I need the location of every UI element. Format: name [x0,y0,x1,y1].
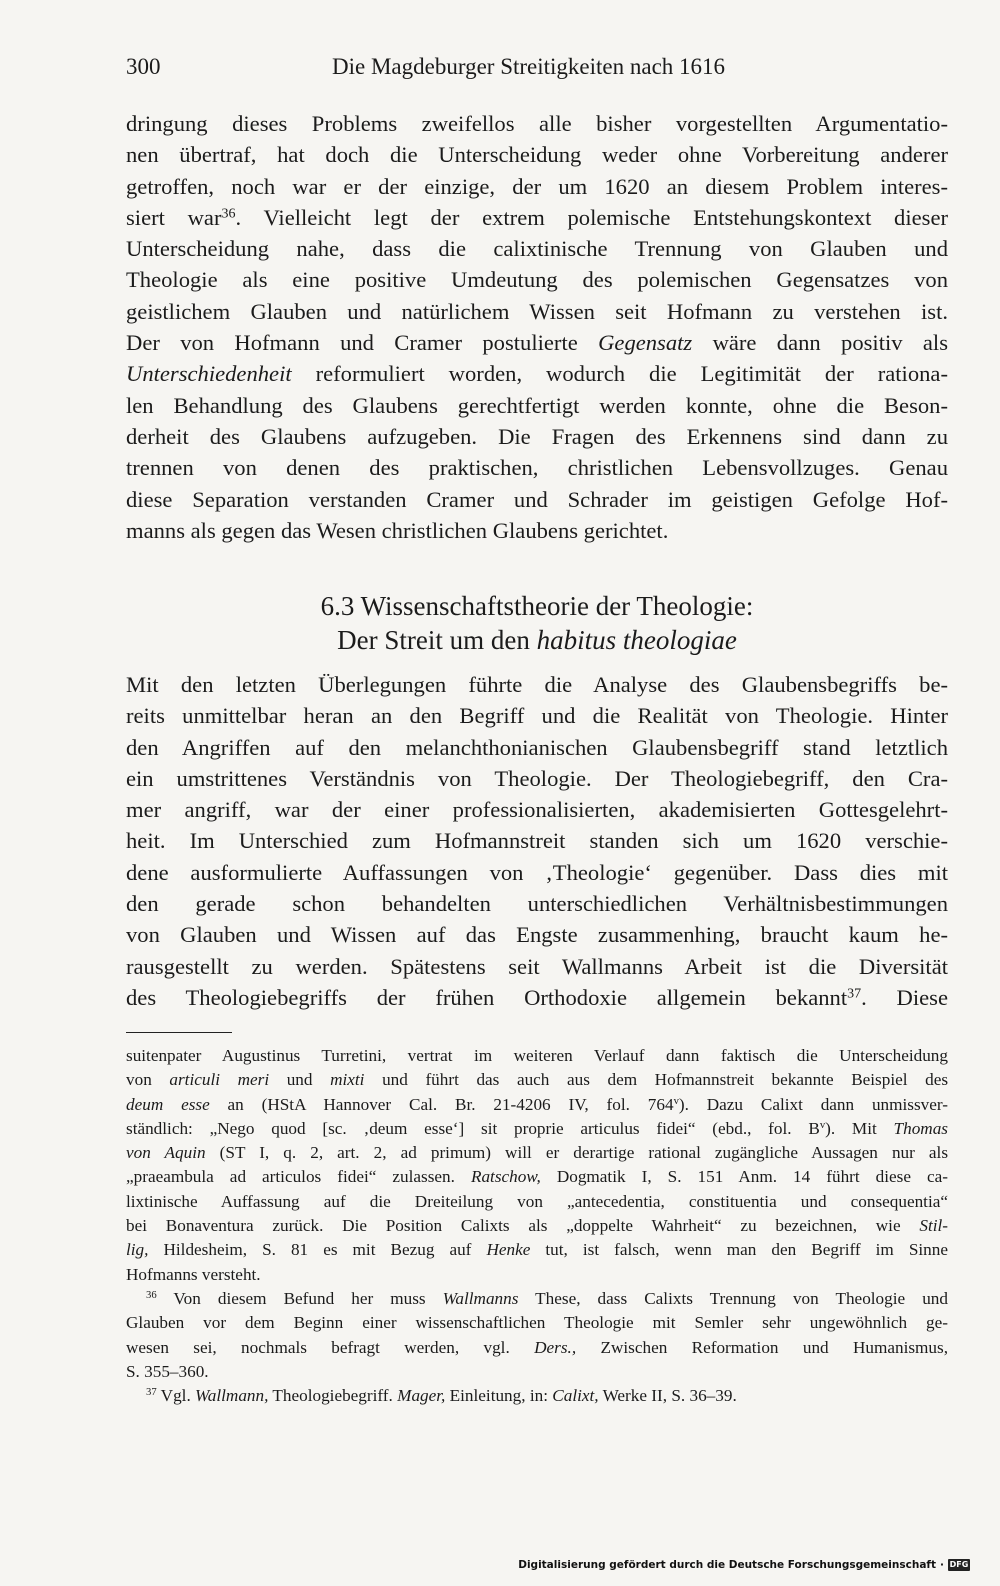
digitization-credit: Digitalisierung gefördert durch die Deutsche Forschungsgemeinschaft · DFG [518,1556,970,1574]
footnote-line: wesen sei, nochmals befragt werden, vgl. Ders., Zwischen Reformation und Humanismus, [126,1337,948,1357]
footnote-line: von Aquin (ST I, q. 2, art. 2, ad primum) will er derartige rational zugängliche Aussagen nur als [126,1143,949,1163]
text-line: Mit den letzten Überlegungen führte die Analyse des Glaubensbegriffs be- [126,672,948,697]
footnote-line: S. 355–360. [126,1361,209,1381]
text-line: von Glauben und Wissen auf das Engste zusammenhing, braucht kaum he- [126,922,948,948]
heading-line-2: Der Streit um den habitus theologiae [337,625,737,655]
text-line: Unterscheidung nahe, dass die calixtinische Trennung von Glauben und [126,236,948,262]
text-line: manns als gegen das Wesen christlichen Glaubens gerichtet. [126,517,669,543]
footnote-number: 36 [146,1290,157,1302]
footnote-line: von articuli meri und mixti und führt das auch aus dem Hofmannstreit bekannte Beispiel des [126,1070,949,1090]
text-line: nen übertraf, hat doch die Unterscheidung weder ohne Vorbereitung anderer [126,142,948,168]
footnote-line: Glauben vor dem Beginn einer wissenschaftlichen Theologie mit Semler sehr ungewöhnlich ge- [126,1313,948,1333]
text-line: siert war$^{36}$. Vielleicht legt der extrem polemische Entstehungskontext dieser [126,204,949,230]
text-line: len Behandlung des Glaubens gerechtfertigt werden konnte, ohne die Beson- [126,392,948,418]
text-line: dringung dieses Problems zweifellos alle bisher vorgestellten Argumentatio- [126,111,948,136]
text-line: ein umstrittenes Verständnis von Theologie. Der Theologiebegriff, den Cra- [126,765,948,791]
paragraph-1 [126,108,948,546]
footnote-line: lixtinische Auffassung auf die Dreiteilung von „antecedentia, constituentia und consequentia“ [126,1191,948,1211]
text-line: dene ausformulierte Auffassungen von ‚Theologie‘ gegenüber. Dass dies mit [126,859,948,885]
text-line: rausgestellt zu werden. Spätestens seit Wallmanns Arbeit ist die Diversität [126,953,948,979]
heading-line-1: 6.3 Wissenschaftstheorie der Theologie: [320,591,754,621]
credit-text: Digitalisierung gefördert durch die Deutsche Forschungsgemeinschaft [518,1559,936,1571]
section-heading [126,589,948,657]
text-line: Unterschiedenheit reformuliert worden, wodurch die Legitimität der rationa- [126,361,948,387]
footnote-line: ständlich: „Nego quod [sc. ‚deum esse‘] sit proprie articulus fidei“ (ebd., fol. $B^v$). Mit Thomas [126,1118,948,1138]
footnote-36 [126,1287,948,1384]
footnote-line: Hofmanns versteht. [126,1264,261,1284]
running-head [126,50,948,84]
footnote-separator [126,1032,232,1033]
paragraph-2 [126,669,948,1013]
text-line: Der von Hofmann und Cramer postulierte Gegensatz wäre dann positiv als [126,330,948,356]
dfg-logo-icon: DFG [949,1560,969,1569]
footnote-line: $^{37}$ Vgl. Wallmann, Theologiebegriff. Mager, Einleitung, in: Calixt, Werke II, S. 36–39. [146,1386,737,1405]
text-line: des Theologiebegriffs der frühen Orthodoxie allgemein bekannt$^{37}$. Diese [126,984,948,1010]
footnote-number: 37 [146,1387,157,1399]
footnote-continuation [126,1044,948,1287]
footnote-line: lig, Hildesheim, S. 81 es mit Bezug auf Henke tut, ist falsch, wenn man den Begriff im Sinne [126,1240,948,1260]
text-line: mer angriff, war der einer professionalisierten, akademisierten Gottesgelehrt- [126,797,948,823]
footnote-line: bei Bonaventura zurück. Die Position Calixts als „doppelte Wahrheit“ zu bezeichnen, wie Stil- [126,1216,948,1236]
text-line: den gerade schon behandelten unterschiedlichen Verhältnisbestimmungen [126,891,948,917]
footnote-37 [126,1384,948,1408]
text-line: heit. Im Unterschied zum Hofmannstreit standen sich um 1620 verschie- [126,828,948,854]
footnote-ref-37[interactable]: 37 [847,986,862,1002]
text-line: den Angriffen auf den melanchthonianischen Glaubensbegriff stand letztlich [126,734,948,760]
text-line: trennen von denen des praktischen, christlichen Lebensvollzuges. Genau [126,455,948,481]
text-line: Theologie als eine positive Umdeutung des polemischen Gegensatzes von [126,267,948,293]
page-number: 300 [126,54,161,79]
footnote-line: $^{36}$ Von diesem Befund her muss Wallmanns These, dass Calixts Trennung von Theologie und [146,1289,948,1308]
text-line: derheit des Glaubens aufzugeben. Die Fragen des Erkennens sind dann zu [126,423,948,449]
footnote-line: suitenpater Augustinus Turretini, vertrat im weiteren Verlauf dann faktisch die Unterscheidung [126,1046,948,1065]
footnote-line: „praeambula ad articulos fidei“ zulassen. Ratschow, Dogmatik I, S. 151 Anm. 14 führt diese ca- [126,1167,948,1187]
text-line: diese Separation verstanden Cramer und Schrader im geistigen Gefolge Hof- [126,486,948,512]
footnote-ref-36[interactable]: 36 [221,206,236,222]
text-line: geistlichem Glauben und natürlichem Wissen seit Hofmann zu verstehen ist. [126,298,948,324]
text-line: getroffen, noch war er der einzige, der um 1620 an diesem Problem interes- [126,173,948,199]
running-title: Die Magdeburger Streitigkeiten nach 1616 [332,54,726,79]
footnote-line: deum esse an (HStA Hannover Cal. Br. 21-4206 IV, fol. 764$^v$). Dazu Calixt dann unmissver- [126,1094,948,1114]
text-line: reits unmittelbar heran an den Begriff und die Realität von Theologie. Hinter [126,703,948,729]
